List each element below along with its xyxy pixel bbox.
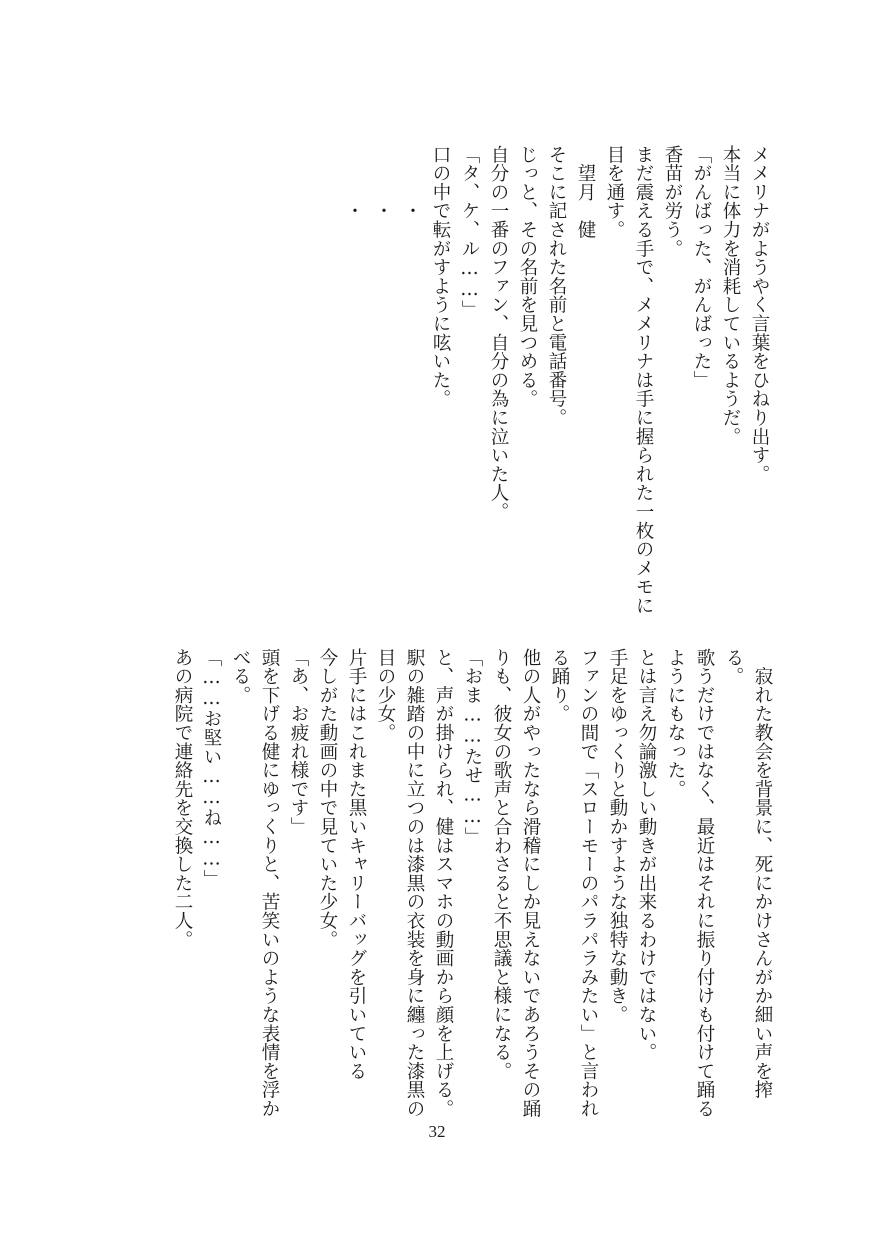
text-line: ファンの間で「スローモーのパラパラみたい」と言われ <box>578 648 599 1118</box>
text-line: 頭を下げる健にゆっくりと、苦笑いのような表情を浮か <box>259 648 280 1118</box>
text-line: とは言え勿論激しい動きが出来るわけではない。 <box>636 648 657 1062</box>
scene-break-dot: ・ <box>372 145 393 221</box>
scene-break-dot: ・ <box>401 145 422 221</box>
text-line: 歌うだけではなく、最近はそれに振り付けも付けて踊る <box>694 648 715 1118</box>
text-line: 手足をゆっくりと動かすような独特な動き。 <box>607 648 628 1024</box>
text-line: ようにもなった。 <box>665 648 686 799</box>
text-line: メメリナがようやく言葉をひねり出す。 <box>749 145 770 484</box>
text-line: 「あ、お疲れ様です」 <box>288 648 309 836</box>
text-line: る踊り。 <box>549 648 570 724</box>
text-line: る。 <box>723 648 744 686</box>
text-line: べる。 <box>230 648 251 705</box>
page-number: 32 <box>428 1122 446 1141</box>
text-line: 目の少女。 <box>375 648 396 742</box>
text-line: 「タ、ケ、ル……」 <box>459 145 480 320</box>
text-line: 「がんばった、がんばった」 <box>691 145 712 390</box>
text-line: そこに記された名前と電話番号。 <box>546 145 567 427</box>
text-line: 本当に体力を消耗しているようだ。 <box>720 145 741 446</box>
text-line: 今しがた動画の中で見ていた少女。 <box>317 648 338 949</box>
text-line: 駅の雑踏の中に立つのは漆黒の衣装を身に纏った漆黒の <box>404 648 425 1118</box>
text-line: 口の中で転がすように呟いた。 <box>430 145 451 409</box>
text-line: 「おま……たせ……」 <box>462 648 483 846</box>
memo-name-line: 望月 健 <box>575 145 596 239</box>
top-text-block <box>165 145 774 625</box>
text-line: 寂れた教会を背景に、死にかけさんがか細い声を搾 <box>752 648 773 1100</box>
text-line: りも、彼女の歌声と合わさると不思議と様になる。 <box>491 648 512 1081</box>
text-line: 目を通す。 <box>604 145 625 239</box>
text-line: じっと、その名前を見つめる。 <box>517 145 538 409</box>
bottom-text-block <box>161 648 777 1118</box>
scene-break-dot: ・ <box>343 145 364 221</box>
text-line: 片手にはこれまた黒いキャリーバッグを引いている <box>346 648 367 1081</box>
text-line: まだ震える手で、メメリナは手に握られた一枚のメモに <box>633 145 654 615</box>
text-line: あの病院で連絡先を交換した二人。 <box>172 648 193 949</box>
text-line: 香苗が労う。 <box>662 145 683 258</box>
text-line: と、声が掛けられ、健はスマホの動画から顔を上げる。 <box>433 648 454 1118</box>
text-line: 自分の一番のファン、自分の為に泣いた人。 <box>488 145 509 521</box>
text-line: 「……お堅い……ね……」 <box>201 648 222 889</box>
text-line: 他の人がやったなら滑稽にしか見えないであろうその踊 <box>520 648 541 1118</box>
